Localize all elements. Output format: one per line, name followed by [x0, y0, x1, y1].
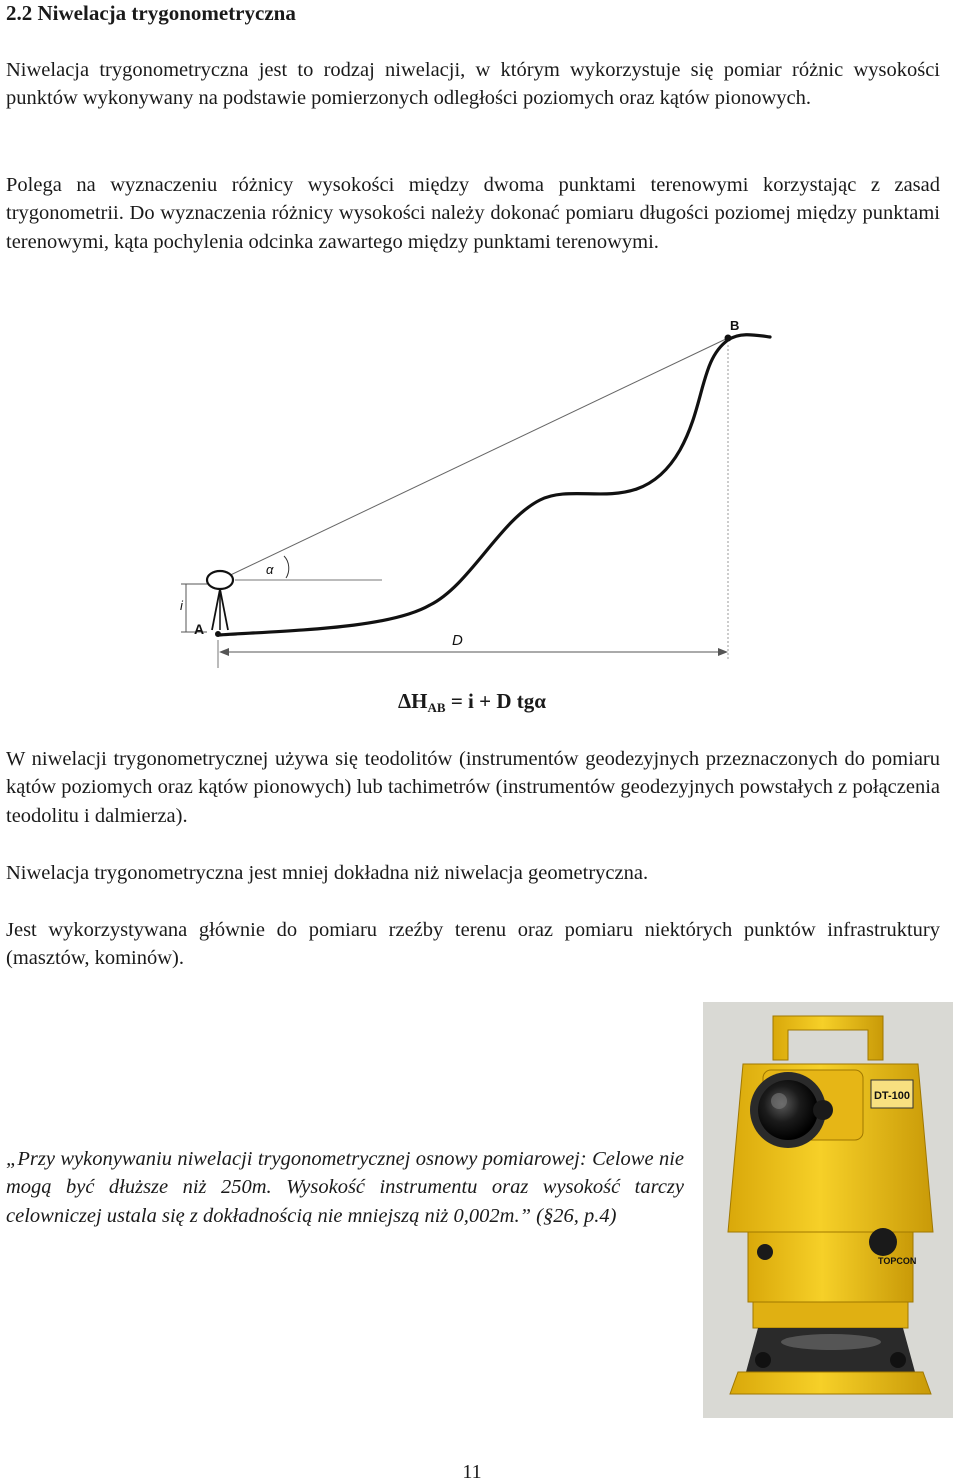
- label-a: A: [194, 621, 205, 637]
- label-d: D: [452, 632, 463, 649]
- point-b-marker: [725, 335, 732, 342]
- base-plate: [753, 1302, 908, 1328]
- label-b: B: [730, 318, 740, 333]
- page-number: 11: [462, 1461, 482, 1483]
- terrain-curve: [218, 335, 770, 635]
- formula: [0, 687, 944, 722]
- regulation-quote: „Przy wykonywaniu niwelacji trygonometrycznej osnowy pomiarowej: Celowe nie mogą być dłuższe niż 250m. Wysokość instrumentu oraz wysokość tarczy celowniczej ustala się z dokładnością nie mniejszą niż 0,002m.” (§26, p.4): [6, 1148, 684, 1227]
- instrument-head: [207, 571, 233, 589]
- model-label: DT-100: [873, 1090, 911, 1102]
- formula-rest: = i + D tgα: [445, 689, 546, 713]
- label-i: i: [180, 598, 183, 613]
- trig-leveling-diagram: [0, 300, 960, 680]
- formula-prefix: ΔH: [398, 689, 428, 713]
- formula-subscript: AB: [427, 700, 446, 715]
- distance-arrow-right: [718, 648, 728, 656]
- line-of-sight: [220, 338, 728, 580]
- paragraph-definition: Niwelacja trygonometryczna jest to rodzaj niwelacji, w którym wykorzystuje się pomiar różnic wysokości punktów wykonywany na podstawie pomierzonych odległości poziomych oraz kątów pionowych.: [6, 59, 940, 110]
- brand-label: TOPCON: [878, 1256, 917, 1266]
- side-knob-icon: [869, 1228, 897, 1256]
- tripod-leg: [212, 589, 220, 630]
- paragraph-accuracy: Niwelacja trygonometryczna jest mniej dokładna niż niwelacja geometryczna.: [6, 862, 649, 884]
- knob-icon: [813, 1100, 833, 1120]
- alpha-arc: [284, 556, 289, 578]
- section-heading: 2.2 Niwelacja trygonometryczna: [6, 1, 296, 25]
- paragraph-usage: Jest wykorzystywana głównie do pomiaru rzeźby terenu oraz pomiaru niektórych punktów infrastruktury (masztów, kominów).: [6, 919, 940, 970]
- lens-icon: [758, 1080, 818, 1140]
- footplate: [730, 1372, 931, 1394]
- point-a-marker: [215, 631, 221, 637]
- distance-arrow-left: [219, 648, 229, 656]
- label-alpha: α: [266, 562, 274, 577]
- theodolite-photo: [703, 1002, 953, 1418]
- paragraph-instruments: W niwelacji trygonometrycznej używa się teodolitów (instrumentów geodezyjnych przeznaczonych do pomiaru kątów poziomych oraz kątów pionowych) lub tachimetrów (instrumentów geodezyjnych powstałych z połączenia teodolitu i dalmierza).: [6, 748, 940, 827]
- paragraph-method: Polega na wyznaczeniu różnicy wysokości między dwoma punktami terenowymi korzystając z zasad trygonometrii. Do wyznaczenia różnicy wysokości należy dokonać pomiaru długości poziomej między punktami terenowymi, kąta pochylenia odcinka zawartego między punktami terenowymi.: [6, 174, 940, 253]
